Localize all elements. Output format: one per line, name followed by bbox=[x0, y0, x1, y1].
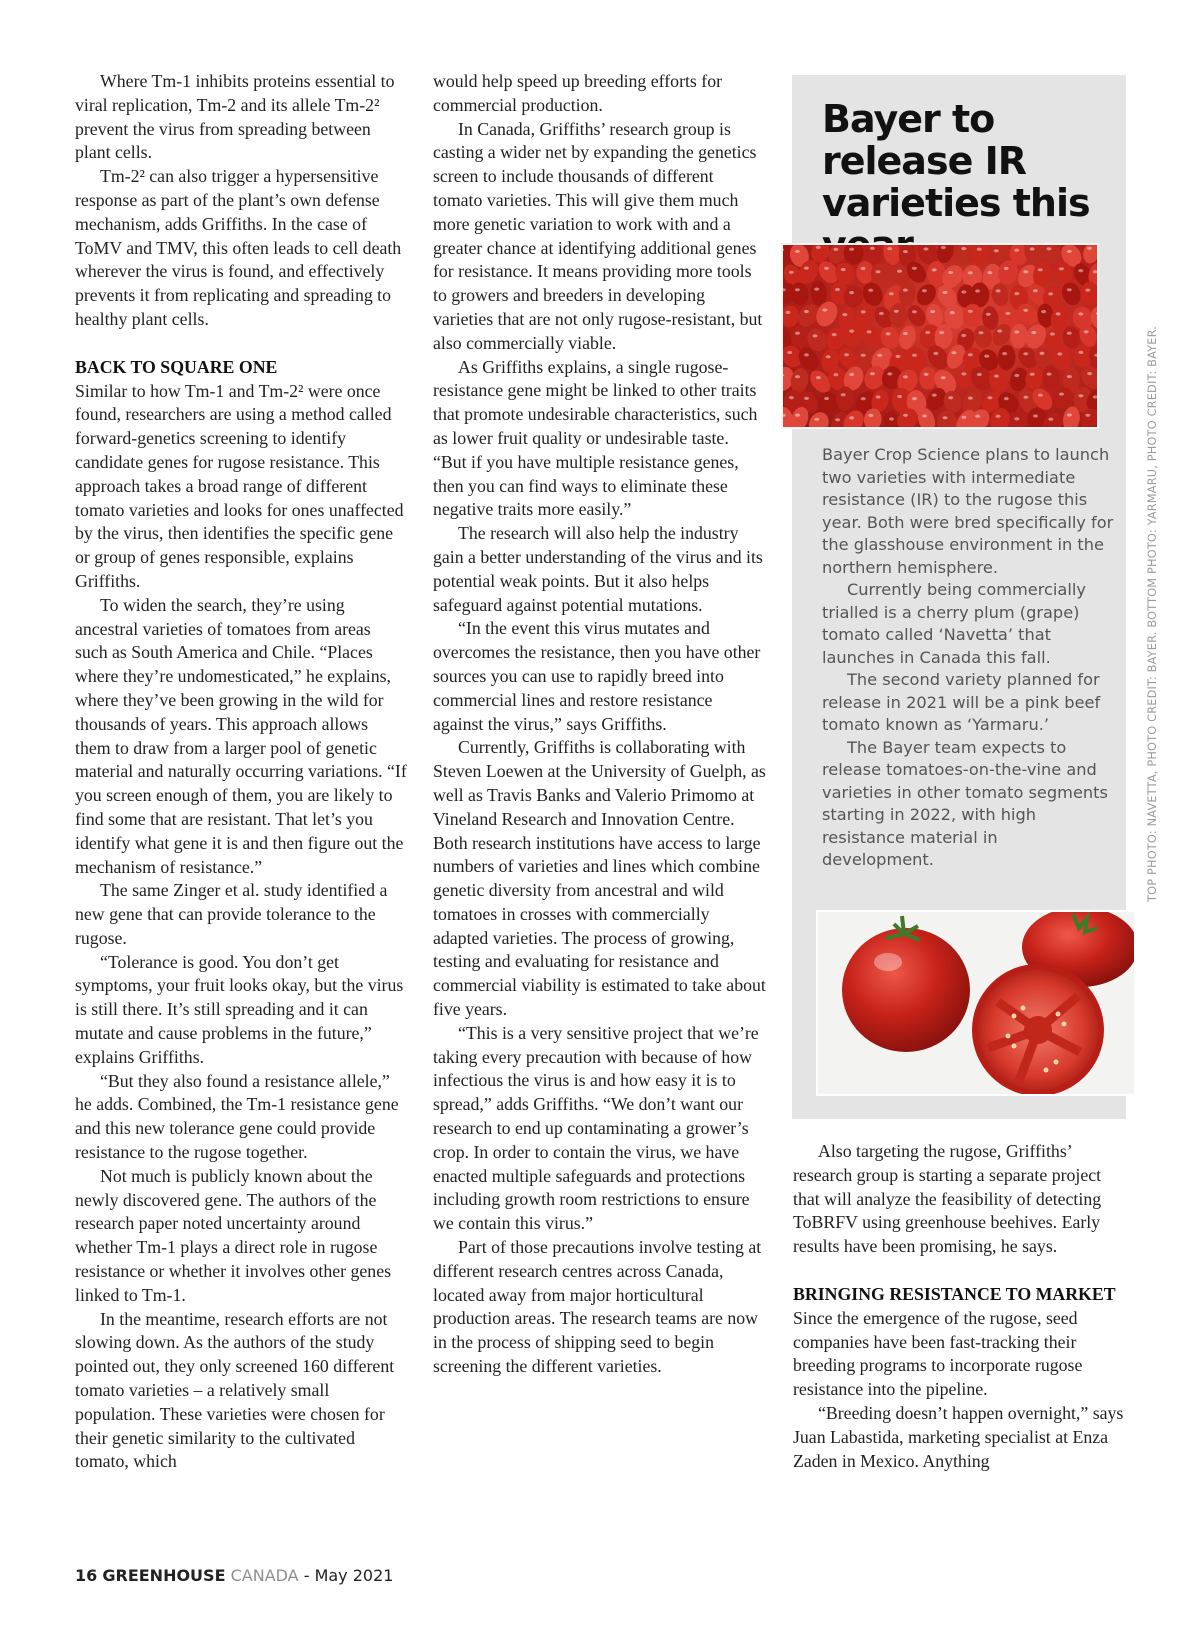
tomato-highlight bbox=[879, 312, 884, 315]
tomato-highlight bbox=[994, 249, 999, 252]
tomato-highlight bbox=[889, 292, 894, 295]
tomato-highlight bbox=[1059, 267, 1064, 270]
tomato-highlight bbox=[861, 354, 866, 357]
grape-tomato bbox=[783, 304, 801, 329]
tomato-highlight bbox=[822, 308, 827, 311]
tomato-highlight bbox=[804, 310, 809, 313]
tomato-highlight bbox=[903, 250, 908, 253]
issue-date: - May 2021 bbox=[303, 1566, 394, 1585]
tomato-highlight bbox=[887, 247, 892, 250]
tomato-highlight bbox=[804, 397, 809, 400]
col1-paragraph-8: Not much is publicly known about the newly discovered gene. The authors of the research paper noted uncertainty around whether Tm-1 plays a direct role in rugose resistance or whether it involves other genes linked to Tm-1. bbox=[75, 1165, 392, 1305]
col2-paragraph-2: In Canada, Griffiths’ research group is casting a wider net by expanding the genetics screen to include thousands of different tomato varieties. This will give them much more genetic variation to work with and a greater chance at identifying additional genes for resistance. It means providing more tools to growers and breeders in developing varieties that are not only rugose-resistant, but also commercially viable. bbox=[433, 118, 763, 353]
article-column-3 bbox=[793, 1140, 1125, 1473]
tomato-highlight bbox=[804, 267, 809, 270]
col1-paragraph-3: Similar to how Tm-1 and Tm-2² were once found, researchers are using a method called forward-genetics screening to identify candidate genes for rugose resistance. This approach takes a broad range of different tomato varieties and looks for ones unaffected by the virus, then identifies the specific gene or group of genes responsible, explains Griffiths. bbox=[75, 380, 404, 591]
tomato-highlight bbox=[941, 246, 946, 249]
tomato-highlight bbox=[932, 268, 937, 271]
tomato-highlight bbox=[849, 291, 854, 294]
tomato-highlight bbox=[1078, 351, 1083, 354]
col1-paragraph-6: “Tolerance is good. You don’t get symptoms, your fruit looks okay, but the virus is still there. It’s still spreading and it can mutate and cause problems in the future,” explains Griffiths. bbox=[75, 951, 404, 1067]
tomato-highlight bbox=[861, 267, 866, 270]
tomato-highlight bbox=[1067, 413, 1072, 416]
tomato-highlight bbox=[1047, 247, 1052, 250]
tomato-highlight bbox=[922, 414, 927, 417]
tomato-highlight bbox=[787, 351, 792, 354]
tomato-highlight bbox=[1004, 397, 1009, 400]
col2-paragraph-7: “This is a very sensitive project that we’re taking every precaution with because of how infectious the virus is and how easy it is to spread,” adds Griffiths. “We don’t want our research to end up contaminating a grower’s crop. In order to contain the virus, we have enacted multiple safeguards and protections including growth room restrictions to ensure we contain this virus.” bbox=[433, 1022, 759, 1234]
tomato-highlight bbox=[889, 417, 894, 420]
sidebar-title: Bayer to release IR varieties this bbox=[822, 97, 1090, 225]
tomato-highlight bbox=[968, 271, 973, 274]
tomato-highlight bbox=[903, 332, 908, 335]
tomato-highlight bbox=[943, 291, 948, 294]
tomato-highlight bbox=[1085, 414, 1090, 417]
col1-paragraph-1: Where Tm-1 inhibits proteins essential to viral replication, Tm-2 and its allele Tm-2² prevent the virus from spreading between plant cells. bbox=[75, 71, 395, 163]
tomato-highlight bbox=[1030, 247, 1035, 250]
tomato-highlight bbox=[924, 373, 929, 376]
tomato-highlight bbox=[912, 310, 917, 313]
tomato-highlight bbox=[912, 397, 917, 400]
tomato-highlight bbox=[1048, 292, 1053, 295]
photo-credit: TOP PHOTO: NAVETTA, PHOTO CREDIT: BAYER. BOTTOM PHOTO: YARMARU, PHOTO CREDIT: BAYER. bbox=[1146, 325, 1159, 902]
tomato-highlight bbox=[968, 397, 973, 400]
grape-tomatoes-illustration bbox=[783, 245, 1097, 427]
tomato-highlight bbox=[1087, 247, 1092, 250]
tomato-highlight bbox=[868, 414, 873, 417]
col2-paragraph-4: The research will also help the industry gain a better understanding of the virus and its potential weak points. But it also helps safeguard against potential mutations. bbox=[433, 523, 763, 615]
tomato-highlight bbox=[1078, 269, 1083, 272]
tomato-highlight bbox=[1050, 332, 1055, 335]
sidebar-paragraph-2: Currently being commercially trialled is a cherry plum (grape) tomato called ‘Navetta’ that launches in Canada this fall. bbox=[822, 580, 1086, 667]
tomato-highlight bbox=[1033, 289, 1038, 292]
tomato-highlight bbox=[876, 395, 881, 398]
tomato-highlight bbox=[1067, 288, 1072, 291]
tomato-highlight bbox=[986, 313, 991, 316]
col3-paragraph-1: Also targeting the rugose, Griffiths’ research group is starting a separate project that will analyze the feasibility of detecting ToBRFV using greenhouse beehives. Early results have been promising, he says. bbox=[793, 1141, 1102, 1257]
grape-tomato bbox=[810, 280, 828, 306]
col2-paragraph-8: Part of those precautions involve testing at different research centres across Canada, located away from major horticultural production areas. The research teams are now in the process of shipping seed to begin screening the different varieties. bbox=[433, 1237, 762, 1377]
tomato-highlight bbox=[841, 268, 846, 271]
tomato-highlight bbox=[795, 375, 800, 378]
tomato-highlight bbox=[894, 310, 899, 313]
tomato-highlight bbox=[897, 395, 902, 398]
tomato-highlight bbox=[961, 290, 966, 293]
tomato-highlight bbox=[1014, 330, 1019, 333]
tomato-highlight bbox=[1030, 373, 1035, 376]
sidebar-paragraph-1: Bayer Crop Science plans to launch two varieties with intermediate resistance (IR) to the rugose this year. Both were bred specifically for the glasshouse environment in the northern hemisphere. bbox=[822, 445, 1114, 577]
tomato-highlight bbox=[887, 372, 892, 375]
grape-tomato bbox=[1061, 324, 1083, 350]
tomato-highlight bbox=[1023, 352, 1028, 355]
tomato-highlight bbox=[1005, 312, 1010, 315]
tomato-highlight bbox=[1023, 270, 1028, 273]
tomato-highlight bbox=[950, 311, 955, 314]
grape-tomato bbox=[1024, 365, 1045, 391]
tomato-highlight bbox=[1033, 414, 1038, 417]
grape-tomato bbox=[927, 261, 946, 287]
tomato-highlight bbox=[897, 270, 902, 273]
tomato-highlight bbox=[975, 415, 980, 418]
col1-paragraph-4: To widen the search, they’re using ancestral varieties of tomatoes from areas such as South America and Chile. “Places where they’re undomesticated,” he explains, where they’ve been growing in the wild for thousands of years. This approach allows them to draw from a larger pool of genetic material and naturally occurring variations. “If you screen enough of them, you are likely to find some that are resistant. That let’s you identify what gene it is and then figure out the mechanism of resistance.” bbox=[75, 594, 407, 877]
tomato-highlight bbox=[903, 375, 908, 378]
tomato-highlight bbox=[1031, 331, 1036, 334]
tomato-highlight bbox=[975, 289, 980, 292]
tomato-highlight bbox=[968, 310, 973, 313]
tomato-highlight bbox=[877, 354, 882, 357]
tomato-highlight bbox=[984, 355, 989, 358]
col2-paragraph-1: would help speed up breeding efforts for commercial production. bbox=[433, 71, 723, 115]
tomato-highlight bbox=[832, 333, 837, 336]
tomato-highlight bbox=[1085, 289, 1090, 292]
tomato-highlight bbox=[922, 289, 927, 292]
tomato-highlight bbox=[816, 246, 821, 249]
tomato-highlight bbox=[813, 334, 818, 337]
tomato-highlight bbox=[886, 332, 891, 335]
tomato-highlight bbox=[1057, 352, 1062, 355]
tomato-highlight bbox=[996, 415, 1001, 418]
article-column-2 bbox=[433, 70, 766, 1379]
tomato-highlight bbox=[903, 414, 908, 417]
tomato-highlight bbox=[1067, 375, 1072, 378]
grape-tomato bbox=[790, 326, 808, 349]
tomato-highlight bbox=[1059, 393, 1064, 396]
tomato-highlight bbox=[789, 271, 794, 274]
grape-tomato bbox=[878, 324, 903, 351]
tomato-highlight bbox=[795, 288, 800, 291]
tomato-highlight bbox=[804, 353, 809, 356]
tomato-highlight bbox=[844, 353, 849, 356]
tomato-highlight bbox=[1087, 372, 1092, 375]
tomato-highlight bbox=[977, 248, 982, 251]
tomato-highlight bbox=[842, 313, 847, 316]
col2-paragraph-3: As Griffiths explains, a single rugose-resistance gene might be linked to other traits that promote undesirable characteristics, such as lower fruit quality or undesirable taste. “But if you have multiple resistance genes, then you can find ways to eliminate these negative traits more easily.” bbox=[433, 356, 758, 520]
col2-paragraph-5: “In the event this virus mutates and overcomes the resistance, then you have other sources you can use to rapidly breed into commercial lines and restore resistance against the virus,” says Griffiths. bbox=[433, 618, 761, 734]
tomato-highlight bbox=[1078, 394, 1083, 397]
tomato-highlight bbox=[824, 397, 829, 400]
tomato-highlight bbox=[948, 271, 953, 274]
tomato-highlight bbox=[841, 393, 846, 396]
tomato-highlight bbox=[994, 375, 999, 378]
yarmaru-tomatoes-photo bbox=[816, 910, 1136, 1096]
sidebar-paragraph-4: The Bayer team expects to release tomatoes-on-the-vine and varieties in other tomato segments starting in 2022, with high resistance material in development. bbox=[822, 737, 1108, 869]
tomato-highlight bbox=[835, 418, 840, 421]
tomato-highlight bbox=[876, 270, 881, 273]
tomato-highlight bbox=[961, 372, 966, 375]
tomato-highlight bbox=[1023, 309, 1028, 312]
tomato-highlight bbox=[1067, 332, 1072, 335]
tomato-highlight bbox=[786, 311, 791, 314]
grape-tomato bbox=[1042, 365, 1061, 392]
tomato-highlight bbox=[795, 414, 800, 417]
page-footer bbox=[75, 1566, 393, 1585]
tomato-highlight bbox=[924, 247, 929, 250]
tomato-highlight bbox=[1067, 250, 1072, 253]
col1-paragraph-2: Tm-2² can also trigger a hypersensitive response as part of the plant’s own defense mechanism, adds Griffiths. In the case of ToMV and TMV, this often leads to cell death wherever the virus is found, and effectively prevents it from replicating and spreading to healthy plant cells. bbox=[75, 166, 402, 329]
tomato-highlight bbox=[941, 376, 946, 379]
tomato-highlight bbox=[1056, 312, 1061, 315]
tomato-highlight bbox=[795, 250, 800, 253]
grape-tomato bbox=[997, 344, 1017, 371]
tomato-highlight bbox=[961, 416, 966, 419]
page-number: 16 bbox=[75, 1566, 98, 1585]
tomato-highlight bbox=[912, 354, 917, 357]
tomato-highlight bbox=[988, 396, 993, 399]
tomato-highlight bbox=[849, 373, 854, 376]
col1-paragraph-7: “But they also found a resistance allele,” he adds. Combined, the Tm-1 resistance gene and this new tolerance gene could provide resistance to the rugose together. bbox=[75, 1070, 399, 1163]
tomato-highlight bbox=[961, 247, 966, 250]
tomato-highlight bbox=[1084, 330, 1089, 333]
tomato-highlight bbox=[795, 332, 800, 335]
section-heading-back-to-square-one: BACK TO SQUARE ONE bbox=[75, 356, 278, 377]
magazine-name: GREENHOUSE bbox=[102, 1566, 226, 1585]
tomato-highlight bbox=[870, 372, 875, 375]
tomato-highlight bbox=[961, 334, 966, 337]
tomato-highlight bbox=[870, 247, 875, 250]
tomato-highlight bbox=[835, 288, 840, 291]
tomato-highlight bbox=[1048, 418, 1053, 421]
tomato-highlight bbox=[861, 397, 866, 400]
tomato-highlight bbox=[1041, 310, 1046, 313]
tomato-highlight bbox=[1078, 312, 1083, 315]
tomato-highlight bbox=[1040, 352, 1045, 355]
tomato-highlight bbox=[849, 330, 854, 333]
tomato-highlight bbox=[903, 289, 908, 292]
tomato-highlight bbox=[1002, 352, 1007, 355]
tomato-highlight bbox=[979, 331, 984, 334]
tomato-highlight bbox=[1023, 396, 1028, 399]
tomato-highlight bbox=[849, 248, 854, 251]
tomato-highlight bbox=[1014, 374, 1019, 377]
tomato-highlight bbox=[968, 353, 973, 356]
tomato-highlight bbox=[933, 352, 938, 355]
section-heading-bringing-resistance: BRINGING RESISTANCE TO MARKET bbox=[793, 1283, 1116, 1304]
tomato-highlight bbox=[816, 376, 821, 379]
tomato-highlight bbox=[987, 271, 992, 274]
tomato-highlight bbox=[948, 396, 953, 399]
tomato-highlight bbox=[925, 331, 930, 334]
tomato-highlight bbox=[1038, 268, 1043, 271]
tomato-highlight bbox=[996, 289, 1001, 292]
article-column-1 bbox=[75, 70, 407, 1474]
beef-tomatoes-illustration bbox=[818, 912, 1134, 1094]
tomato-highlight bbox=[1014, 249, 1019, 252]
tomato-highlight bbox=[1004, 267, 1009, 270]
tomato-highlight bbox=[868, 289, 873, 292]
tomato-highlight bbox=[896, 355, 901, 358]
tomato-highlight bbox=[1038, 394, 1043, 397]
tomato-highlight bbox=[1014, 417, 1019, 420]
col1-paragraph-9: In the meantime, research efforts are not slowing down. As the authors of the study pointed out, they only screened 160 different tomato varieties – a relatively small population. These varieties were chosen for their genetic similarity to the cultivated tomato, which bbox=[75, 1308, 395, 1472]
tomato-highlight bbox=[1047, 373, 1052, 376]
tomato-highlight bbox=[912, 267, 917, 270]
tomato-highlight bbox=[1014, 292, 1019, 295]
col2-paragraph-6: Currently, Griffiths is collaborating with Steven Loewen at the University of Guelph, as well as Travis Banks and Valerio Primomo at Vineland Research and Innovation Centre. Both research institutions have access to large numbers of varieties and lines which combine genetic diversity from ancestral and wild tomatoes in crosses with commercially adapted varieties. The process of growing, testing and evaluating for resistance and commercial viability is estimated to take about five years. bbox=[433, 737, 766, 1020]
tomato-highlight bbox=[833, 248, 838, 251]
navetta-tomatoes-photo bbox=[781, 243, 1099, 429]
tomato-highlight bbox=[997, 329, 1002, 332]
tomato-highlight bbox=[789, 396, 794, 399]
tomato-highlight bbox=[952, 351, 957, 354]
tomato-highlight bbox=[861, 310, 866, 313]
col3-paragraph-2: Since the emergence of the rugose, seed companies have been fast-tracking their breeding programs to incorporate rugose resistance into the pipeline. bbox=[793, 1307, 1083, 1400]
tomato-highlight bbox=[930, 310, 935, 313]
tomato-highlight bbox=[939, 331, 944, 334]
tomato-highlight bbox=[833, 373, 838, 376]
col1-paragraph-5: The same Zinger et al. study identified a new gene that can provide tolerance to the rugose. bbox=[75, 880, 388, 948]
tomato-highlight bbox=[867, 330, 872, 333]
tomato-highlight bbox=[826, 355, 831, 358]
sidebar-body bbox=[822, 444, 1114, 872]
sidebar-paragraph-3: The second variety planned for release in 2021 will be a pink beef tomato known as ‘Yarmaru.’ bbox=[822, 670, 1101, 734]
tomato-highlight bbox=[814, 288, 819, 291]
magazine-name-suffix: CANADA bbox=[230, 1566, 299, 1585]
grape-tomato bbox=[817, 390, 839, 414]
tomato-highlight bbox=[849, 416, 854, 419]
tomato-highlight bbox=[977, 373, 982, 376]
tomato-highlight bbox=[824, 267, 829, 270]
col3-paragraph-3: “Breeding doesn’t happen overnight,” says Juan Labastida, marketing specialist at Enza Zaden in Mexico. Anything bbox=[793, 1402, 1124, 1471]
tomato-highlight bbox=[814, 418, 819, 421]
tomato-highlight bbox=[932, 394, 937, 397]
tomato-highlight bbox=[943, 416, 948, 419]
